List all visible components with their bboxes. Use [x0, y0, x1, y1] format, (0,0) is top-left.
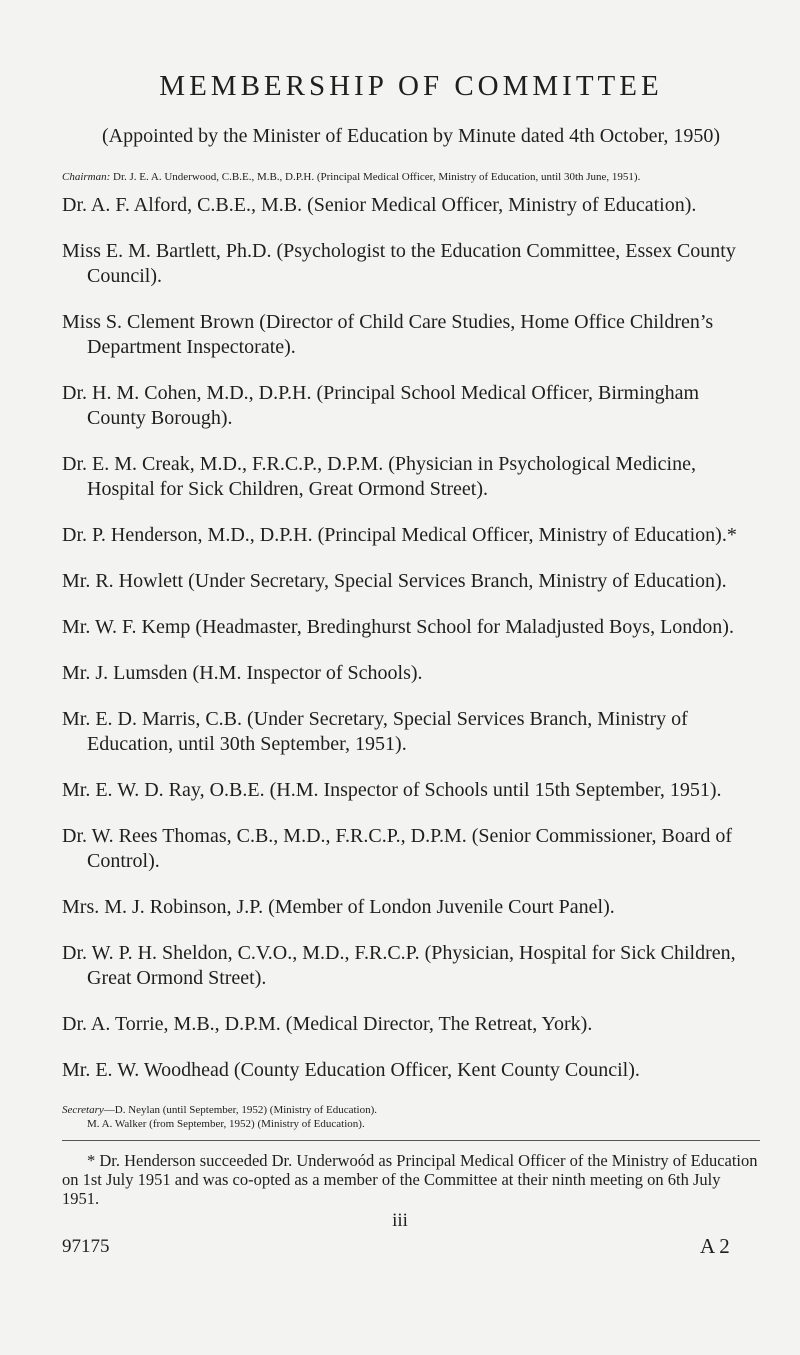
member-entry: Mrs. M. J. Robinson, J.P. (Member of London Juvenile Court Panel).: [62, 896, 615, 919]
footnote-rule: [62, 1140, 760, 1141]
member-entry: Dr. A. Torrie, M.B., D.P.M. (Medical Director, The Retreat, York).: [62, 1013, 593, 1036]
secretary-line-1: —D. Neylan (until September, 1952) (Ministry of Education).: [103, 1104, 378, 1117]
chairman-label: Chairman:: [62, 171, 111, 183]
secretary-line-2: M. A. Walker (from September, 1952) (Ministry of Education).: [87, 1117, 365, 1130]
page-title: MEMBERSHIP OF COMMITTEE: [159, 70, 663, 102]
signature-mark: A 2: [700, 1234, 730, 1258]
member-entry: Dr. E. M. Creak, M.D., F.R.C.P., D.P.M. (Physician in Psychological Medicine, Hospital for Sick Children, Great Ormond Street).: [62, 453, 696, 501]
page-number: iii: [392, 1210, 408, 1231]
chairman-text: Dr. J. E. A. Underwood, C.B.E., M.B., D.P.H. (Principal Medical Officer, Ministry of Education, until 30th June, 1951).: [113, 171, 641, 183]
member-entry: Mr. E. W. Woodhead (County Education Officer, Kent County Council).: [62, 1059, 640, 1082]
footnote: * Dr. Henderson succeeded Dr. Underwoód as Principal Medical Officer of the Ministry of Education on 1st July 1951 and was co-opted as a member of the Committee at their ninth meeting on 6th July 1951.: [62, 1151, 758, 1209]
member-entry: Miss S. Clement Brown (Director of Child Care Studies, Home Office Children’s Department Inspectorate).: [62, 311, 714, 359]
member-entry: Dr. P. Henderson, M.D., D.P.H. (Principal Medical Officer, Ministry of Education).*: [62, 524, 737, 547]
member-entry: Mr. R. Howlett (Under Secretary, Special Services Branch, Ministry of Education).: [62, 570, 727, 593]
member-entry: Mr. J. Lumsden (H.M. Inspector of Schools).: [62, 662, 423, 685]
member-entry: Miss E. M. Bartlett, Ph.D. (Psychologist to the Education Committee, Essex County Council).: [62, 240, 736, 288]
member-entry: Mr. W. F. Kemp (Headmaster, Bredinghurst School for Maladjusted Boys, London).: [62, 616, 734, 639]
secretary-label: Secretary: [62, 1104, 104, 1117]
chairman-entry: [62, 171, 760, 184]
member-entry: Mr. E. W. D. Ray, O.B.E. (H.M. Inspector of Schools until 15th September, 1951).: [62, 779, 722, 802]
print-code: 97175: [62, 1236, 110, 1257]
member-entry: Dr. H. M. Cohen, M.D., D.P.H. (Principal School Medical Officer, Birmingham County Borough).: [62, 382, 700, 430]
appointment-note: (Appointed by the Minister of Education by Minute dated 4th October, 1950): [102, 125, 720, 147]
member-entry: Dr. W. P. H. Sheldon, C.V.O., M.D., F.R.C.P. (Physician, Hospital for Sick Children, Great Ormond Street).: [62, 942, 736, 990]
member-entry: Mr. E. D. Marris, C.B. (Under Secretary, Special Services Branch, Ministry of Education, until 30th September, 1951).: [62, 708, 688, 756]
member-entry: Dr. A. F. Alford, C.B.E., M.B. (Senior Medical Officer, Ministry of Education).: [62, 194, 697, 217]
member-entry: Dr. W. Rees Thomas, C.B., M.D., F.R.C.P., D.P.M. (Senior Commissioner, Board of Control).: [62, 825, 733, 873]
secretary-entry: [62, 1104, 760, 1131]
membership-list: [62, 70, 760, 1208]
